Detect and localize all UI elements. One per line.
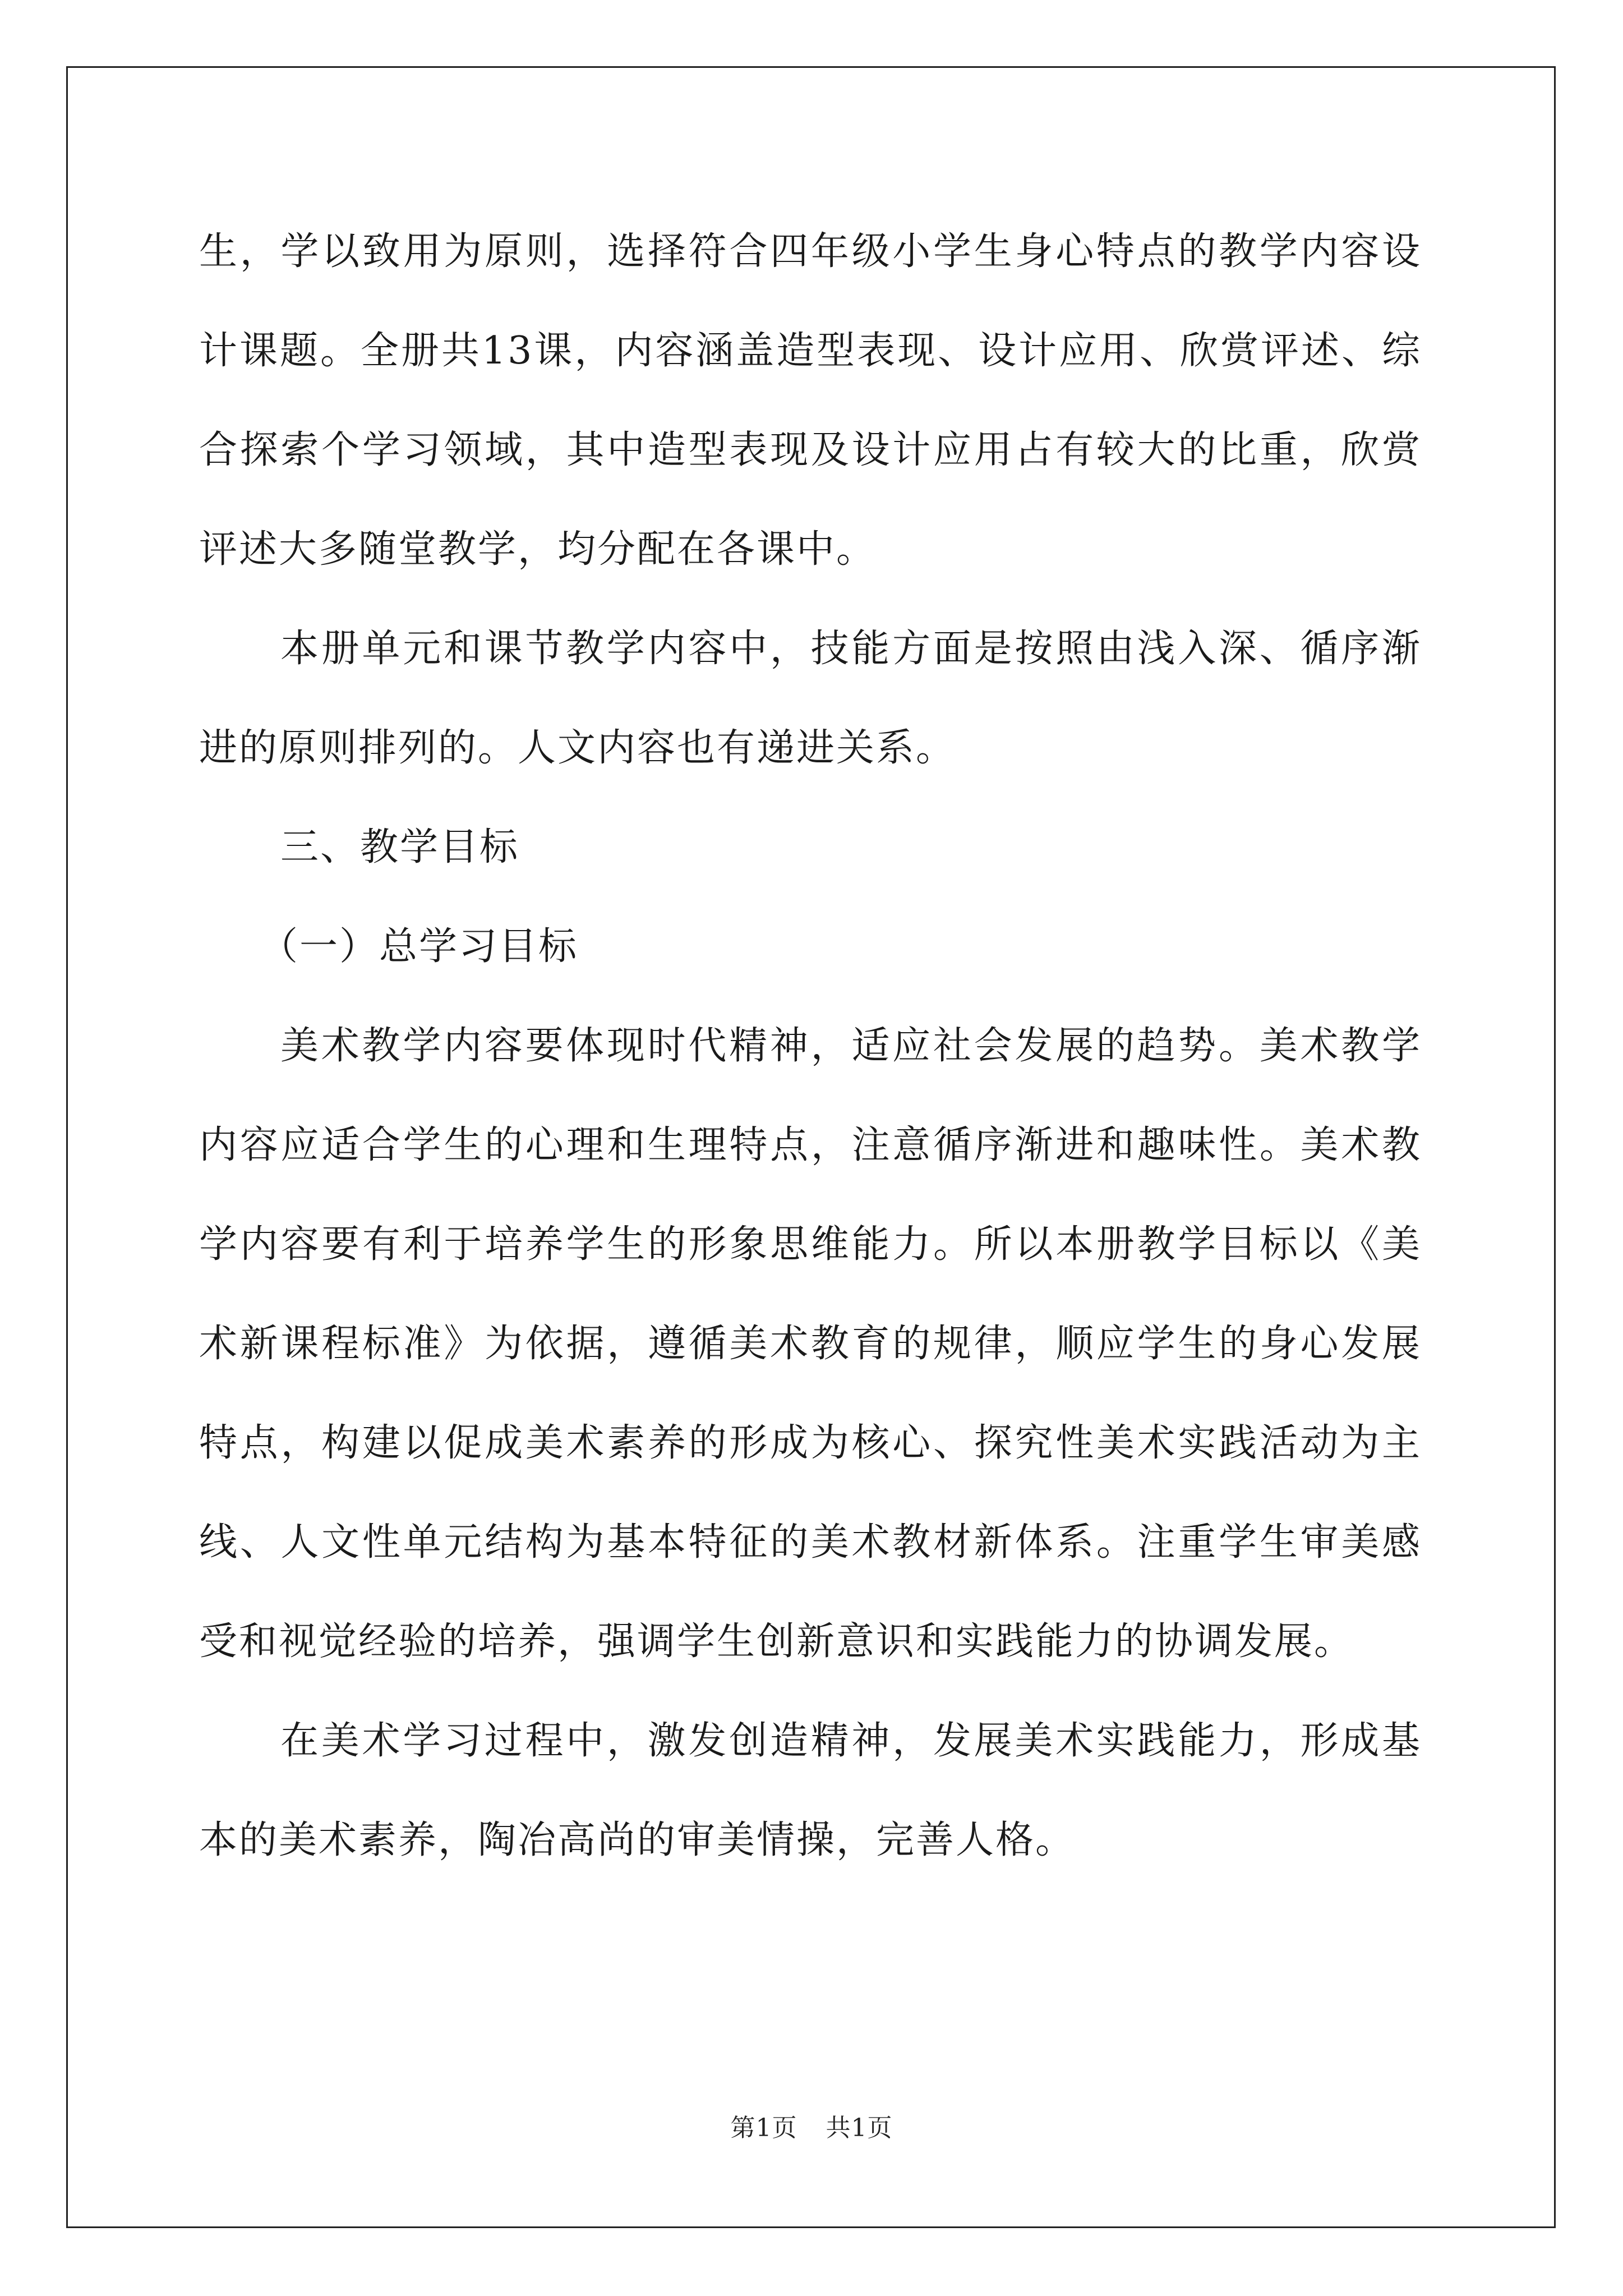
paragraph-teaching-content-goals: 美术教学内容要体现时代精神，适应社会发展的趋势。美术教学内容应适合学生的心理和生理特点，注意循序渐进和趣味性。美术教学内容要有利于培养学生的形象思维能力。所以本册教学目标以《美术新课程标准》为依据，遵循美术教育的规律，顺应学生的身心发展特点，构建以促成美术素养的形成为核心、探究性美术实践活动为主线、人文性单元结构为基本特征的美术教材新体系。注重学生审美感受和视觉经验的培养，强调学生创新意识和实践能力的协调发展。 [199,1024,1422,1664]
section-heading-teaching-goals: 三、教学目标 [280,825,520,869]
paragraph-learning-process: 在美术学习过程中，激发创造精神，发展美术实践能力，形成基本的美术素养，陶冶高尚的审美情操，完善人格。 [199,1719,1422,1862]
page-total: 共1页 [826,2114,893,2142]
paragraph-course-content: 生，学以致用为原则，选择符合四年级小学生身心特点的教学内容设计课题。全册共13课，内容涵盖造型表现、设计应用、欣赏评述、综合探索个学习领域，其中造型表现及设计应用占有较大的比重，欣赏评述大多随堂教学，均分配在各课中。 [199,229,1422,572]
subsection-heading-overall-goals: （一）总学习目标 [260,924,579,969]
page-number: 第1页 [730,2114,797,2142]
paragraph-skill-order: 本册单元和课节教学内容中，技能方面是按照由浅入深、循序渐进的原则排列的。人文内容也有递进关系。 [199,627,1422,770]
page-footer [0,2108,1623,2143]
document-body [199,202,1422,1890]
